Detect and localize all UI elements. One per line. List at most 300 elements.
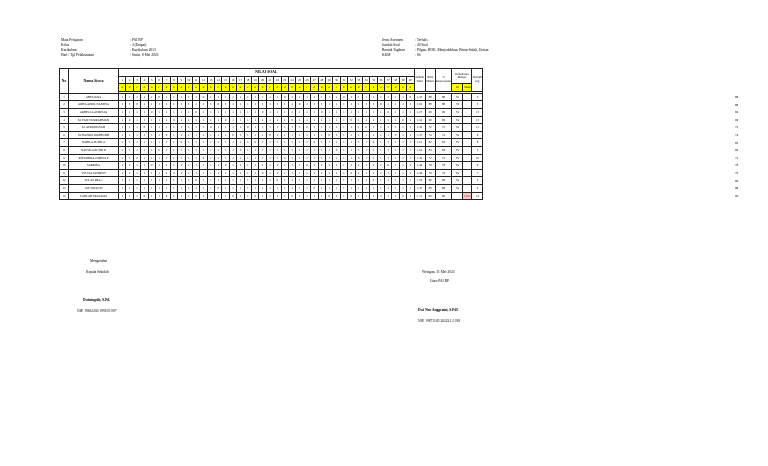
answer-cell: 1 bbox=[288, 162, 295, 170]
answer-cell: 1 bbox=[303, 139, 310, 147]
nilai-cell: 69 bbox=[425, 116, 435, 124]
ya-cell: Ya bbox=[452, 154, 463, 162]
answer-cell: 1 bbox=[126, 108, 133, 116]
answer-cell: 1 bbox=[274, 116, 281, 124]
answer-cell: 1 bbox=[126, 169, 133, 177]
answer-cell: 1 bbox=[163, 124, 170, 132]
answer-cell: 0 bbox=[141, 192, 148, 200]
answer-cell: 1 bbox=[274, 154, 281, 162]
answer-cell: 1 bbox=[200, 108, 207, 116]
tidak-cell bbox=[463, 177, 472, 185]
answer-cell: 1 bbox=[237, 116, 244, 124]
answer-cell: 1 bbox=[399, 177, 406, 185]
question-number: 24 bbox=[288, 76, 295, 84]
question-number: 22 bbox=[274, 76, 281, 84]
answer-cell: 1 bbox=[399, 101, 406, 109]
answer-cell: 1 bbox=[244, 139, 251, 147]
answer-cell: 1 bbox=[399, 108, 406, 116]
answer-cell: 1 bbox=[296, 116, 303, 124]
outside-value: 79 bbox=[735, 171, 739, 176]
answer-cell: 1 bbox=[362, 184, 369, 192]
answer-cell: 1 bbox=[119, 93, 126, 101]
question-number: 8 bbox=[170, 76, 177, 84]
answer-cell: 1 bbox=[370, 131, 377, 139]
answer-cell: 1 bbox=[170, 154, 177, 162]
answer-cell: 1 bbox=[266, 192, 273, 200]
answer-cell: 1 bbox=[126, 192, 133, 200]
answer-cell: 1 bbox=[288, 154, 295, 162]
answer-cell: 1 bbox=[348, 124, 355, 132]
answer-cell: 1 bbox=[274, 192, 281, 200]
outside-value: 82 bbox=[735, 140, 739, 145]
answer-cell: 1 bbox=[133, 146, 140, 154]
answer-cell: 1 bbox=[333, 169, 340, 177]
jumlah-cell: 1.37 bbox=[414, 131, 425, 139]
answer-cell: 1 bbox=[303, 169, 310, 177]
answer-cell: 1 bbox=[377, 162, 384, 170]
nilai-cell: 69 bbox=[425, 108, 435, 116]
answer-cell: 1 bbox=[325, 177, 332, 185]
answer-cell: 1 bbox=[133, 192, 140, 200]
no-header: No bbox=[60, 69, 69, 94]
question-number: 39 bbox=[399, 76, 406, 84]
answer-cell: 1 bbox=[362, 169, 369, 177]
jumlah-cell: 1.44 bbox=[414, 162, 425, 170]
tidak-cell bbox=[463, 101, 472, 109]
answer-cell: 1 bbox=[370, 184, 377, 192]
answer-cell: 0 bbox=[215, 101, 222, 109]
answer-cell: 1 bbox=[170, 162, 177, 170]
answer-cell: 1 bbox=[325, 169, 332, 177]
answer-cell: 1 bbox=[296, 169, 303, 177]
answer-cell: 1 bbox=[377, 169, 384, 177]
answer-cell: 1 bbox=[385, 184, 392, 192]
question-number: 19 bbox=[252, 76, 259, 84]
tidak-cell bbox=[463, 162, 472, 170]
answer-cell: 1 bbox=[281, 169, 288, 177]
question-number: 11 bbox=[192, 76, 199, 84]
question-number: 9 bbox=[178, 76, 185, 84]
jumlah-header: Jumlah Nilai bbox=[414, 69, 425, 92]
answer-cell: 1 bbox=[215, 177, 222, 185]
student-name: SULAS PRA J bbox=[69, 177, 119, 185]
answer-cell: 1 bbox=[133, 108, 140, 116]
student-name: ARBELLA AURELIA bbox=[69, 108, 119, 116]
answer-cell: 1 bbox=[333, 108, 340, 116]
answer-cell: 1 bbox=[141, 93, 148, 101]
answer-cell: 1 bbox=[192, 131, 199, 139]
meta-value: : Kurikulum 2013 bbox=[130, 48, 156, 52]
answer-key-cell: c bbox=[155, 84, 162, 92]
sig-left-top: Mengetahui bbox=[90, 259, 108, 263]
answer-cell: 1 bbox=[244, 162, 251, 170]
question-number: 15 bbox=[222, 76, 229, 84]
answer-cell: 1 bbox=[318, 169, 325, 177]
answer-cell: 1 bbox=[222, 192, 229, 200]
answer-cell: 1 bbox=[385, 131, 392, 139]
answer-cell: 1 bbox=[340, 162, 347, 170]
answer-cell: 0 bbox=[399, 192, 406, 200]
answer-cell: 1 bbox=[155, 192, 162, 200]
answer-cell: 1 bbox=[407, 101, 414, 109]
answer-cell: 1 bbox=[407, 169, 414, 177]
row-number: 8 bbox=[60, 146, 69, 154]
answer-cell: 1 bbox=[178, 177, 185, 185]
answer-cell: 1 bbox=[207, 162, 214, 170]
answer-cell: 1 bbox=[207, 184, 214, 192]
answer-cell: 1 bbox=[215, 139, 222, 147]
question-number: 21 bbox=[266, 76, 273, 84]
answer-cell: 1 bbox=[362, 192, 369, 200]
answer-key-cell: a bbox=[148, 84, 155, 92]
answer-cell: 1 bbox=[303, 154, 310, 162]
answer-cell: 0 bbox=[348, 192, 355, 200]
remidi-header: Remidi ing bbox=[472, 69, 483, 92]
answer-cell: 0 bbox=[303, 124, 310, 132]
row-number: 13 bbox=[60, 184, 69, 192]
answer-cell: 1 bbox=[133, 93, 140, 101]
jumlah-cell: 1.46 bbox=[414, 169, 425, 177]
answer-cell: 1 bbox=[185, 184, 192, 192]
answer-cell: 1 bbox=[185, 192, 192, 200]
answer-cell: 1 bbox=[141, 139, 148, 147]
meta-value: : 4 (Empat) bbox=[130, 43, 147, 47]
answer-cell: 0 bbox=[200, 154, 207, 162]
answer-cell: 1 bbox=[355, 192, 362, 200]
answer-cell: 1 bbox=[259, 124, 266, 132]
answer-cell: 1 bbox=[126, 146, 133, 154]
tidak-cell bbox=[463, 184, 472, 192]
outside-value: 69 bbox=[735, 117, 739, 122]
persen-cell: 60 bbox=[435, 192, 452, 200]
nilai-cell: 60 bbox=[425, 192, 435, 200]
answer-cell: 1 bbox=[200, 169, 207, 177]
left-meta bbox=[61, 38, 158, 58]
answer-cell: 1 bbox=[318, 116, 325, 124]
answer-cell: 1 bbox=[311, 101, 318, 109]
answer-cell: 1 bbox=[192, 184, 199, 192]
answer-cell: 1 bbox=[185, 154, 192, 162]
answer-cell: 1 bbox=[311, 131, 318, 139]
answer-cell: 1 bbox=[200, 139, 207, 147]
persen-cell: 88 bbox=[435, 101, 452, 109]
answer-cell: 1 bbox=[119, 154, 126, 162]
answer-cell: 1 bbox=[200, 146, 207, 154]
persen-cell: 72 bbox=[435, 154, 452, 162]
answer-cell: 0 bbox=[252, 192, 259, 200]
meta-value: : Pilgan, HOK, Menjodohkan, Benar-Salah, Uraian bbox=[415, 48, 489, 52]
answer-key-cell: a bbox=[377, 84, 384, 92]
answer-cell: 1 bbox=[318, 162, 325, 170]
answer-cell: 1 bbox=[163, 169, 170, 177]
nilai-cell: 84 bbox=[425, 146, 435, 154]
question-number: 4 bbox=[141, 76, 148, 84]
table-row bbox=[60, 93, 483, 101]
answer-cell: 1 bbox=[296, 93, 303, 101]
answer-cell: 0 bbox=[141, 124, 148, 132]
question-number: 25 bbox=[296, 76, 303, 84]
answer-cell: 1 bbox=[274, 146, 281, 154]
answer-cell: 1 bbox=[274, 93, 281, 101]
answer-cell: 1 bbox=[141, 101, 148, 109]
answer-cell: 1 bbox=[385, 93, 392, 101]
answer-cell: 1 bbox=[311, 192, 318, 200]
answer-cell: 1 bbox=[170, 192, 177, 200]
answer-cell: 0 bbox=[229, 131, 236, 139]
answer-cell: 1 bbox=[163, 139, 170, 147]
answer-cell: 1 bbox=[340, 169, 347, 177]
answer-cell: 1 bbox=[133, 177, 140, 185]
answer-cell: 1 bbox=[192, 101, 199, 109]
answer-cell: 0 bbox=[392, 131, 399, 139]
meta-label: Hari / Tgl Pelaksanaan bbox=[61, 53, 94, 57]
answer-cell: 1 bbox=[178, 108, 185, 116]
answer-cell: 1 bbox=[119, 192, 126, 200]
answer-cell: 1 bbox=[163, 154, 170, 162]
name-header: Nama Siswa bbox=[69, 69, 119, 94]
answer-cell: 1 bbox=[377, 146, 384, 154]
answer-cell: 1 bbox=[141, 146, 148, 154]
answer-cell: 1 bbox=[141, 131, 148, 139]
ya-cell: Ya bbox=[452, 169, 463, 177]
answer-cell: 1 bbox=[385, 124, 392, 132]
meta-label: Kurikulum bbox=[61, 48, 77, 52]
answer-cell: 1 bbox=[385, 169, 392, 177]
answer-cell: 0 bbox=[155, 146, 162, 154]
answer-cell: 0 bbox=[399, 116, 406, 124]
answer-cell: 0 bbox=[163, 192, 170, 200]
answer-cell: 1 bbox=[229, 93, 236, 101]
answer-cell: 1 bbox=[303, 177, 310, 185]
answer-cell: 1 bbox=[178, 124, 185, 132]
answer-key-cell: d bbox=[163, 84, 170, 92]
answer-cell: 1 bbox=[325, 162, 332, 170]
answer-cell: 1 bbox=[355, 124, 362, 132]
nilai-soal-header: NILAI SOAL bbox=[119, 69, 415, 77]
answer-cell: 1 bbox=[207, 169, 214, 177]
meta-label: Mata Pelajaran bbox=[61, 38, 83, 42]
answer-cell: 0 bbox=[155, 93, 162, 101]
answer-cell: 1 bbox=[237, 177, 244, 185]
answer-cell: 0 bbox=[318, 108, 325, 116]
answer-cell: 1 bbox=[303, 131, 310, 139]
remidi-cell: 5 bbox=[472, 177, 483, 185]
question-number: 2 bbox=[126, 76, 133, 84]
remidi-cell: 9 bbox=[472, 162, 483, 170]
answer-cell: 1 bbox=[370, 146, 377, 154]
answer-cell: 0 bbox=[259, 169, 266, 177]
answer-cell: 1 bbox=[200, 124, 207, 132]
answer-cell: 1 bbox=[237, 169, 244, 177]
answer-cell: 1 bbox=[163, 93, 170, 101]
answer-cell: 1 bbox=[385, 139, 392, 147]
answer-cell: 1 bbox=[252, 93, 259, 101]
answer-cell: 1 bbox=[407, 162, 414, 170]
answer-cell: 1 bbox=[207, 192, 214, 200]
answer-cell: 0 bbox=[281, 154, 288, 162]
question-number: 1 bbox=[119, 76, 126, 84]
answer-cell: 1 bbox=[148, 116, 155, 124]
answer-cell: 1 bbox=[392, 192, 399, 200]
answer-cell: 1 bbox=[126, 177, 133, 185]
question-number: 26 bbox=[303, 76, 310, 84]
answer-cell: 1 bbox=[311, 93, 318, 101]
answer-key-cell: b bbox=[340, 84, 347, 92]
question-number: 33 bbox=[355, 76, 362, 84]
student-name: M. AFRIANSYAH bbox=[69, 124, 119, 132]
answer-cell: 1 bbox=[281, 108, 288, 116]
student-name: M. HAFIDZ MAHFUDH bbox=[69, 131, 119, 139]
table-row bbox=[60, 139, 483, 147]
answer-cell: 1 bbox=[229, 101, 236, 109]
answer-cell: 0 bbox=[362, 124, 369, 132]
answer-key-cell: d bbox=[392, 84, 399, 92]
answer-cell: 1 bbox=[281, 184, 288, 192]
answer-cell: 1 bbox=[266, 154, 273, 162]
answer-cell: 1 bbox=[370, 108, 377, 116]
answer-cell: 1 bbox=[325, 124, 332, 132]
answer-cell: 1 bbox=[207, 108, 214, 116]
answer-cell: 1 bbox=[318, 139, 325, 147]
answer-cell: 1 bbox=[296, 162, 303, 170]
answer-cell: 1 bbox=[229, 124, 236, 132]
tidak-cell bbox=[463, 154, 472, 162]
answer-cell: 0 bbox=[126, 116, 133, 124]
tidak-cell bbox=[463, 131, 472, 139]
answer-cell: 1 bbox=[244, 108, 251, 116]
answer-cell: 1 bbox=[185, 139, 192, 147]
right-meta bbox=[382, 38, 488, 58]
answer-cell: 1 bbox=[318, 146, 325, 154]
sig-right-role: Guru PAI BP bbox=[430, 279, 450, 283]
answer-cell: 1 bbox=[303, 101, 310, 109]
answer-cell: 0 bbox=[274, 177, 281, 185]
answer-key-cell: b bbox=[370, 84, 377, 92]
answer-key-cell: c bbox=[215, 84, 222, 92]
student-name: NABILA PUTRI A bbox=[69, 139, 119, 147]
answer-cell: 1 bbox=[355, 177, 362, 185]
answer-cell: 1 bbox=[340, 124, 347, 132]
answer-cell: 1 bbox=[385, 116, 392, 124]
answer-cell: 1 bbox=[399, 184, 406, 192]
answer-cell: 1 bbox=[133, 184, 140, 192]
question-number: 40 bbox=[407, 76, 414, 84]
answer-cell: 0 bbox=[133, 154, 140, 162]
answer-key-cell: b bbox=[311, 84, 318, 92]
answer-cell: 1 bbox=[215, 162, 222, 170]
answer-cell: 1 bbox=[185, 131, 192, 139]
answer-cell: 1 bbox=[215, 192, 222, 200]
answer-cell: 1 bbox=[399, 162, 406, 170]
answer-cell: 1 bbox=[148, 131, 155, 139]
answer-cell: 1 bbox=[288, 169, 295, 177]
answer-cell: 1 bbox=[274, 124, 281, 132]
nilai-cell: 88 bbox=[425, 101, 435, 109]
answer-cell: 1 bbox=[185, 93, 192, 101]
answer-cell: 1 bbox=[325, 139, 332, 147]
answer-cell: 1 bbox=[318, 93, 325, 101]
answer-cell: 1 bbox=[333, 93, 340, 101]
answer-cell: 1 bbox=[318, 192, 325, 200]
answer-cell: 1 bbox=[155, 139, 162, 147]
answer-cell: 1 bbox=[325, 154, 332, 162]
answer-cell: 1 bbox=[170, 101, 177, 109]
jumlah-cell: 1.59 bbox=[414, 177, 425, 185]
answer-cell: 1 bbox=[266, 146, 273, 154]
ya-cell: Ya bbox=[452, 131, 463, 139]
answer-cell: 1 bbox=[281, 116, 288, 124]
answer-cell: 1 bbox=[311, 162, 318, 170]
answer-cell: 1 bbox=[119, 101, 126, 109]
answer-key-cell: b bbox=[288, 84, 295, 92]
answer-key-cell: b bbox=[207, 84, 214, 92]
answer-cell: 1 bbox=[362, 154, 369, 162]
answer-cell: 1 bbox=[200, 101, 207, 109]
answer-cell: 1 bbox=[148, 184, 155, 192]
answer-cell: 1 bbox=[296, 154, 303, 162]
answer-cell: 1 bbox=[296, 108, 303, 116]
answer-cell: 1 bbox=[399, 169, 406, 177]
answer-cell: 0 bbox=[296, 101, 303, 109]
answer-cell: 1 bbox=[392, 169, 399, 177]
answer-cell: 1 bbox=[126, 184, 133, 192]
answer-cell: 1 bbox=[303, 108, 310, 116]
answer-cell: 1 bbox=[244, 169, 251, 177]
answer-cell: 1 bbox=[377, 124, 384, 132]
answer-cell: 1 bbox=[318, 154, 325, 162]
answer-cell: 1 bbox=[259, 139, 266, 147]
tidak-header: Tidak bbox=[463, 84, 472, 92]
answer-cell: 1 bbox=[178, 162, 185, 170]
answer-cell: 1 bbox=[215, 108, 222, 116]
answer-cell: 1 bbox=[333, 124, 340, 132]
question-number: 27 bbox=[311, 76, 318, 84]
answer-cell: 1 bbox=[318, 131, 325, 139]
answer-cell: 1 bbox=[274, 162, 281, 170]
answer-cell: 1 bbox=[266, 93, 273, 101]
answer-cell: 1 bbox=[133, 139, 140, 147]
row-number: 3 bbox=[60, 108, 69, 116]
answer-cell: 1 bbox=[215, 116, 222, 124]
answer-key-cell: c bbox=[303, 84, 310, 92]
question-number: 17 bbox=[237, 76, 244, 84]
answer-cell: 1 bbox=[296, 177, 303, 185]
answer-cell: 1 bbox=[237, 154, 244, 162]
student-name: ADHA APRIL NANDYA bbox=[69, 101, 119, 109]
answer-cell: 1 bbox=[399, 146, 406, 154]
answer-cell: 1 bbox=[355, 162, 362, 170]
answer-cell: 1 bbox=[244, 192, 251, 200]
meta-label: Kelas bbox=[61, 43, 70, 47]
answer-cell: 1 bbox=[215, 154, 222, 162]
answer-cell: 1 bbox=[200, 131, 207, 139]
answer-cell: 1 bbox=[155, 169, 162, 177]
answer-cell: 1 bbox=[170, 124, 177, 132]
answer-cell: 1 bbox=[281, 139, 288, 147]
persen-cell: 69 bbox=[435, 108, 452, 116]
answer-cell: 1 bbox=[133, 162, 140, 170]
outside-value: 72 bbox=[735, 125, 739, 130]
answer-cell: 0 bbox=[215, 184, 222, 192]
answer-key-cell: c bbox=[385, 84, 392, 92]
answer-cell: 1 bbox=[178, 93, 185, 101]
answer-cell: 1 bbox=[392, 93, 399, 101]
answer-cell: 0 bbox=[170, 169, 177, 177]
table-row bbox=[60, 131, 483, 139]
answer-cell: 1 bbox=[148, 139, 155, 147]
answer-cell: 1 bbox=[355, 116, 362, 124]
answer-cell: 1 bbox=[126, 101, 133, 109]
